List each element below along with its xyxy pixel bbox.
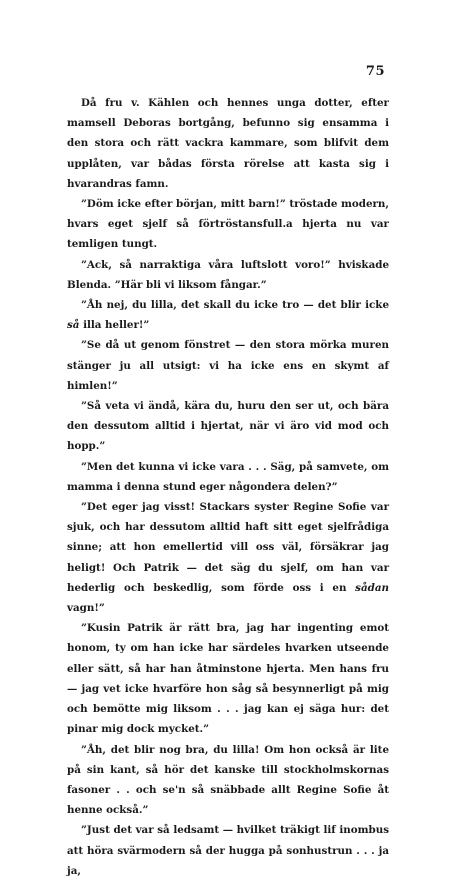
paragraph: ”Se då ut genom fönstret — den stora mörka muren stänger ju all utsigt: vi ha icke ens en skymt af himlen!” (67, 339, 389, 392)
paragraph (67, 497, 389, 618)
paragraph-text: illa heller!” (79, 319, 150, 332)
paragraph-text: ”Det eger jag visst! Stackars syster Regine Sofie var sjuk, och har dessutom alltid haft sitt eget sjelfrådiga sinne; att hon emellertid vill oss väl, försäkrar jag heligt! Och Patrik — det säg du sjelf, om han var hederlig och beskedlig, som förde oss i en (67, 501, 389, 594)
page-number: 75 (365, 64, 385, 79)
paragraph: ”Åh, det blir nog bra, du lilla! Om hon också är lite på sin kant, så hör det kanske till stockholmskornas fasoner . . och se'n så snäbbade allt Regine Sofie åt henne också.” (67, 743, 389, 817)
paragraph-text: ”Åh nej, du lilla, det skall du icke tro — det blir icke (81, 299, 389, 312)
paragraph: ”Just det var så ledsamt — hvilket träkigt lif inombus att höra svärmodern så der hugga på sonhustrun . . . ja ja, (67, 824, 389, 877)
paragraph (67, 295, 389, 335)
emphasized-word: så (67, 319, 80, 332)
paragraph: ”Ack, så narraktiga våra luftslott voro!” hviskade Blenda. ”Här bli vi liksom fångar.” (67, 258, 389, 291)
paragraph: ”Kusin Patrik är rätt bra, jag har ingenting emot honom, ty om han icke har särdeles hvarken utseende eller sätt, så har han åtminstone hjerta. Men hans fru — jag vet icke hvarföre hon såg så besynnerligt på mig och bemötte mig liksom . . . jag kan ej säga hur: det pinar mig dock mycket.” (67, 622, 389, 736)
paragraph: Då fru v. Kählen och hennes unga dotter, efter mamsell Deboras bortgång, befunno sig ensamma i den stora och rätt vackra kammare, som blifvit dem upplåten, var bådas första rörelse att kasta sig i hvarandras famn. (67, 97, 389, 190)
paragraph: ”Så veta vi ändå, kära du, huru den ser ut, och bära den dessutom alltid i hjertat, när vi äro vid mod och hopp.” (67, 400, 389, 453)
paragraph: ”Men det kunna vi icke vara . . . Säg, på samvete, om mamma i denna stund eger någondera delen?” (67, 460, 389, 493)
paragraph: ”Döm icke efter början, mitt barn!” tröstade modern, hvars eget sjelf så förtröstansfull.a hjerta nu var temligen tungt. (67, 198, 389, 251)
paragraph-text: vagn!” (67, 602, 105, 615)
page-body-text (67, 93, 389, 881)
emphasized-word: sådan (355, 581, 389, 594)
